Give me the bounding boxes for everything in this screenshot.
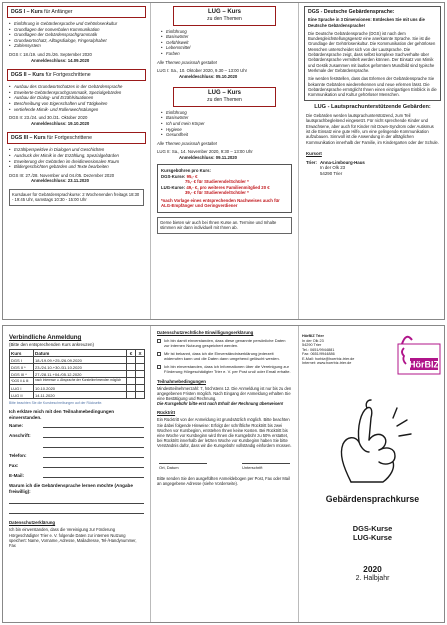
privacy-title: Datenschutzerklärung: [9, 520, 56, 526]
dgs1-header: [7, 6, 146, 18]
dgs-info-intro: Eine Sprache in 3 Dimensionen: Entdecken Sie mit uns die Deutsche Gebärdensprache!: [308, 17, 425, 28]
hand-sign-icon: [321, 396, 425, 488]
field-label: Name:: [9, 423, 24, 429]
lug2-dates: [157, 149, 292, 160]
name-input[interactable]: [43, 423, 144, 428]
dgs-info-paragraph: Die Deutsche Gebärdensprache (DGS) ist nach dem Bundesgleichstellungsgesetz eine anerkannte Sprache. Sie ist die Grundlage der Gehörlosenkultur. Die Kommunikation der gehörlosen Menschen unterscheidet sich von der Lautsprache. Die Gebärdensprache zeigt, dass selbst komplexe Sachverhalte über Gebärdensprache vermittelt werden können. Der Einsatz von Mimik und Gestik zusammen mit lautlos geformtem Mundbild sind typische Merkmale der Gebärdensprache.: [308, 30, 436, 73]
dgs1-topics: [9, 21, 146, 49]
list-item: • Zahlensystem: [9, 43, 146, 49]
dgs1-dates: [9, 52, 144, 63]
dgs3-dates: [9, 173, 144, 184]
price-cell[interactable]: [127, 357, 136, 364]
course-name: LUG I: [11, 385, 22, 391]
cover-column: [299, 326, 446, 622]
list-item: • Bildergeschichten gebärden und Texte bearbeiten: [9, 164, 146, 170]
email-field: [9, 473, 144, 478]
checkbox[interactable]: [157, 339, 161, 343]
phone-input[interactable]: [43, 453, 144, 458]
fax-input[interactable]: [43, 463, 144, 468]
kursort-label: Kursort: [306, 150, 322, 156]
terms-consent: Ich erkläre mich mit den Teilnahmebedingungen einverstanden.: [9, 409, 115, 420]
custom-course-note: Gerne bieten wir auch bei Ihnen Kurse an. Termine und Inhalte stimmen wir dann individuell mit Ihnen ab.: [157, 217, 292, 234]
lug2-note: Alle Themen praxisnah gestaltet: [157, 140, 217, 146]
withdrawal-title: Rücktritt: [157, 410, 176, 416]
table-note: Bitte beachten Sie die Kursbeschreibungen auf der Rückseite.: [9, 401, 103, 405]
consent-item[interactable]: [157, 351, 292, 361]
list-item: • Lebensmittel: [161, 45, 294, 51]
list-item: • Grundlagen der nonverbalen Kommunikation: [9, 27, 146, 33]
cover-subtitle: [299, 524, 446, 543]
dates-label: DGS III:: [9, 172, 25, 178]
dgs1-subtitle: für Anfänger: [44, 9, 73, 15]
price-value: 95,- €: [186, 173, 198, 179]
list-item: • vertiefende Mimik- und Rollenwechsälungen: [9, 107, 146, 113]
table-header: X: [136, 350, 145, 357]
zip: 54290 Trier: [319, 171, 343, 177]
checkbox-cell[interactable]: [136, 385, 145, 392]
motivation-line[interactable]: [9, 499, 144, 504]
cover-lug: LUG-Kurse: [352, 533, 392, 543]
info-column: [299, 3, 446, 319]
dgs2-header: [7, 69, 146, 81]
lug1-subtitle: zu den Themen: [207, 15, 242, 22]
field-label: Fax:: [9, 463, 19, 469]
list-item: • Hygiene: [161, 127, 294, 133]
signature-field[interactable]: Unterschrift: [242, 463, 290, 470]
dates-label: LUG II:: [157, 149, 171, 155]
dgs-info-box: [304, 6, 441, 101]
price-reduced: 75,- € für Studierende/Schüler *: [185, 179, 249, 185]
list-item: • Grundwortschatz, Alltagsdialoge, Fingeralphabet: [9, 38, 146, 44]
table-row: [10, 392, 145, 399]
course-name: DGS III: [11, 371, 25, 377]
table-header: Kurs: [10, 350, 34, 357]
cover-title: Gebärdensprachkurse: [325, 494, 420, 504]
checkbox-cell[interactable]: [136, 364, 145, 371]
field-label: Anschrift:: [9, 433, 31, 439]
phone-field: [9, 453, 144, 458]
field-label: Telefon:: [9, 453, 27, 459]
privacy-text: Ich bin einverstanden, dass die Vereinigung zur Förderung Hörgeschädigter Trier e. V. folgende Daten zur internen Nutzung speichert: Name, Vorname, Adresse, Mailadresse, Tel-/Handynummer, Fax: [9, 527, 137, 548]
deadline: Anmeldeschluss: 09.11.2020: [179, 154, 238, 160]
checkbox-cell[interactable]: [136, 371, 145, 378]
lug1-topics: [161, 29, 294, 57]
list-item: • Beschreibung von Eigenschaften und Tätigkeiten: [9, 101, 146, 107]
consent-item[interactable]: [157, 338, 292, 348]
table-row: [10, 364, 145, 371]
list-item: • Einführung: [161, 29, 294, 35]
dgs2-topics: [9, 84, 146, 112]
table-header: €: [127, 350, 136, 357]
price-box: [157, 164, 292, 213]
org-line: HörBIZ Trier: [302, 334, 324, 338]
lug-info-title: LUG - Lautsprachunterstützende Gebärden:: [314, 104, 431, 111]
kursort-address: [306, 160, 368, 177]
deadline: Anmeldeschluss: 05.10.2020: [179, 73, 238, 79]
course-name: LUG II: [11, 392, 23, 398]
consent-text: Ich bin einverstanden, dass ich Informationen über die Vereinigung zur Förderung Hörgeschädigter Trier e. V. per Post und/ oder Email erhalte.: [164, 364, 291, 375]
list-item: • Grundlagen der Gebärdensprachgrammatik: [9, 32, 146, 38]
address-field: [9, 433, 144, 438]
course-name: DGS I: [11, 357, 22, 363]
org-header: [302, 330, 442, 390]
dgs2-dates: [9, 115, 144, 126]
list-item: • Ich und mein Körper: [161, 121, 294, 127]
lug-info-text: Die Gebärden werden lautsprachunterstützend, zum Teil lautsprachbegleitend eingesetzt. Für nicht sprechende Kinder und Erwachsene, aber auch für Kinder mit Down-Syndrom oder Autismus ist die Einsatz eine gute Hilfe, um eine gelingende Kommunikation aufzubauen. Sinnvoll ist die Anwendung in der alltäglichen Kommunikation innerhalb der Familie, im Kindergarten oder der Schule.: [306, 113, 439, 145]
flyer-front: [2, 2, 445, 320]
field-label: E-Mail:: [9, 473, 25, 479]
course-table: [9, 349, 145, 399]
course-date: 10.10.2020: [34, 385, 127, 392]
lug2-subtitle: zu den Themen: [207, 96, 242, 103]
conditions-title: Teilnahmebedingungen: [157, 378, 206, 384]
consent-text: Ich bin damit einverstanden, dass diese genannte persönliche Daten zur internen Nutzung gespeichert werden.: [164, 338, 286, 349]
price-title: Kursgebühren pro Kurs:: [161, 168, 211, 174]
dgs2-title: DGS II – Kurs: [11, 72, 45, 79]
course-date: 18./19.09.+25./26.09.2020: [34, 357, 127, 364]
dates-label: LUG I:: [157, 67, 170, 73]
price-footnote: *nach Vorlage eines entsprechenden Nachweises auch für ALG-Empfänger und Geringverdiener: [161, 197, 280, 209]
lug2-title: LUG – Kurs: [207, 90, 241, 97]
conditions-text: Mindestteilnehmerzahl: 7, höchstens 12. Die Anmeldung ist nur bis zu den angegebenen Fristen möglich. Nach Eingang der Anmeldung erhalten Sie eine Bestätigung und Rechnung.: [157, 385, 292, 401]
checkbox-cell[interactable]: [136, 357, 145, 364]
course-name: DGS II: [11, 364, 24, 370]
org-line: Internet: www.hoerbiz-trier.de: [302, 361, 352, 365]
dates-value: 23./24. und 30./31. Oktober 2020: [24, 115, 88, 121]
signature-row: [159, 463, 290, 470]
cover-year-block: [299, 564, 446, 584]
name-field: [9, 423, 144, 428]
list-item: • Ausbau des Grundwortschatzes in der Gebärdensprache: [9, 84, 146, 90]
hoerbiz-logo-icon: [396, 330, 442, 380]
list-item: • Einführung: [161, 110, 294, 116]
list-item: • Gesundheit: [161, 132, 294, 138]
checkbox-cell[interactable]: [136, 378, 145, 385]
lug1-title: LUG – Kurs: [207, 9, 241, 15]
list-item: • Einführung in Gebärdensprache und Gehörlosenkultur: [9, 21, 146, 27]
list-item: • Ausbau der Dialog- und Erzählsituationen: [9, 95, 146, 101]
logo-text: HörBIZ: [409, 359, 439, 370]
conditions-payment-note: Die Kursgebühr bitte erst nach Erhalt der Rechnung überweisen!: [157, 401, 284, 407]
course-mark: *: [25, 371, 27, 377]
cover-dgs: DGS-Kurse: [352, 524, 393, 533]
kursort: [306, 151, 439, 177]
motivation-line[interactable]: [9, 509, 144, 514]
dates-label: DGS I:: [9, 51, 22, 57]
price-cell[interactable]: [127, 392, 136, 399]
list-item: • Basiswörter: [161, 115, 294, 121]
dgs-info-title: DGS - Deutsche Gebärdensprache:: [308, 9, 395, 15]
registration-subtitle: (Bitte den entsprechenden Kurs ankreuzen): [9, 342, 94, 347]
registration-column: [3, 326, 151, 622]
list-item: • Gefühlswelt: [161, 40, 294, 46]
registration-title: Verbindliche Anmeldung: [9, 334, 82, 341]
checkbox-cell[interactable]: [136, 392, 145, 399]
lug1-note: Alle Themen praxisnah gestaltet: [157, 59, 217, 65]
org-line: Tel.: 0651/9944881: [302, 347, 335, 352]
lug2-topics: [161, 110, 294, 138]
lug1-dates: [157, 68, 292, 79]
checkbox[interactable]: [157, 365, 161, 369]
org-line: 54290 Trier: [302, 343, 322, 347]
place-date-field[interactable]: Ort, Datum: [159, 463, 207, 470]
address-field-2: [9, 443, 144, 448]
place: Anna-Limbourg-Haus: [319, 159, 365, 165]
course-date: 23./24.10.+30./31.10.2020: [34, 364, 127, 371]
checkbox[interactable]: [157, 352, 161, 356]
consent-title: Datenschutzrechtliche Einwilligungserklärung: [157, 330, 254, 335]
course-date: 14.11.2020: [34, 392, 127, 399]
price-cell[interactable]: [127, 385, 136, 392]
lug-column: [151, 3, 299, 319]
course-mark: *: [24, 364, 26, 370]
lug2-header: [173, 87, 276, 107]
course-date: nach Interesse u. Absprache der Kursteilnehmenden möglich: [34, 378, 127, 385]
dates-value: 27./28. November und 04./05. Dezember 2020: [25, 172, 115, 178]
deadline: Anmeldeschluss: 14.09.2020: [31, 57, 90, 63]
price-reduced: 39,- € für Studierende/Schüler *: [185, 190, 249, 196]
list-item: • Erzählperspektive in Dialogen und Geschichten: [9, 147, 146, 153]
dgs-info-paragraph: Sie werden feststellen, dass das Erlernen der Gebärdensprache Sie bekannte Gebärden wiedererkennen und neue erlernen lässt. Die Gebärdensprache ermöglicht Ihnen einen einzigartigen Einblick in die Kommunikation und Kultur gehörloser Menschen.: [308, 76, 437, 98]
org-line: Fax: 0651/9944886: [302, 352, 335, 356]
table-row: [10, 357, 145, 364]
dates-value: 18./19. und 25./26. September 2020: [23, 51, 92, 57]
list-item: • Erweiterte Gebärdensprachgrammatik, Spezialgebärden: [9, 90, 146, 96]
dgs3-subtitle: für Fortgeschrittene: [47, 135, 93, 142]
table-row: [10, 385, 145, 392]
list-item: • Erweiterung der Gebärden im dreidimensionalen Raum: [9, 159, 146, 165]
city: Trier:: [306, 159, 317, 165]
send-instructions: Bitte senden Sie den ausgefüllten Anmeldebogen per Post, Fax oder Mail an angegebene Adresse (siehe Vorderseite).: [157, 475, 290, 486]
dgs-column: [3, 3, 151, 319]
deadline: Anmeldeschluss: 23.11.2020: [31, 178, 90, 184]
dates-value: Sa., 14. November 2020, 9:30 – 13:00 Uhr: [171, 149, 253, 155]
address-input-2[interactable]: [43, 443, 144, 448]
course-duration-note: Kursdauer für Gebärdensprachkurse: 2 Wochenenden freitags 18:30 - 19:45 Uhr, samstags 10:30 - 15:00 Uhr: [9, 189, 144, 206]
list-item: • Farben: [161, 51, 294, 57]
motivation-question: Warum ich die Gebärdensprache lernen möchte (Angabe freiwillig):: [9, 483, 133, 494]
cover-half-year: 2. Halbjahr: [355, 575, 390, 582]
org-address: [302, 334, 354, 366]
dgs3-topics: [9, 147, 146, 169]
price-label: LUG-Kurse:: [161, 184, 186, 190]
org-line: E-Mail: horbiz@hoerbiz-trier.de: [302, 356, 355, 361]
price-cell[interactable]: [127, 371, 136, 378]
withdrawal-text: Ein Rücktritt von der Anmeldung ist grundsätzlich möglich. Bitte beachten Sie dabei folgende Hinweise: Erfolgt der schriftliche Rücktritt bis zwei Wochen vor Kursbeginn, entstehen Ihnen keine Kosten. Bei Rücktritt bis eine Woche vor Kursbeginn wird Ihnen die Kursgebühr zu 50% erstattet, bei Rücktritt innerhalb der letzten Woche vor Kursbeginn haben Sie bitte Verständnis dafür, dass wir die Kursgebühr vollständig einfordern müssen.: [157, 417, 292, 449]
table-row: [10, 371, 145, 378]
table-row: [10, 378, 145, 385]
conditions-column: [151, 326, 299, 622]
deadline: Anmeldeschluss: 19.10.2020: [31, 120, 90, 126]
email-input[interactable]: [43, 473, 144, 478]
flyer-back: [2, 325, 445, 623]
list-item: • Basiswörter: [161, 34, 294, 40]
price-label: DGS-Kurse:: [161, 173, 186, 179]
price-value: 49,- €, pro weiteres Familienmitglied 20 €: [186, 184, 270, 190]
fax-field: [9, 463, 144, 468]
dates-value: Sa., 10. Oktober 2020, 9.30 – 13:00 Uhr: [170, 67, 248, 73]
price-cell[interactable]: [127, 364, 136, 371]
dgs3-header: [7, 132, 146, 144]
org-line: In der Olk 23: [302, 338, 324, 343]
dates-label: DGS II:: [9, 115, 24, 121]
consent-text: Mir ist bekannt, dass ich die Einverständniserklärung jederzeit widerrufen kann und die Daten dann umgehend gelöscht werden.: [164, 351, 280, 362]
dgs3-title: DGS III – Kurs: [11, 135, 46, 142]
dgs1-title: DGS I – Kurs: [11, 9, 43, 15]
list-item: • Ausdruck der Mimik in der Erzählung, Spezialgebärden: [9, 153, 146, 159]
course-date: 27./28.11.+04./05.12.2020: [34, 371, 127, 378]
dgs2-subtitle: für Fortgeschrittene: [45, 72, 91, 79]
cover-year: 2020: [363, 564, 382, 574]
lug1-header: [173, 6, 276, 26]
course-name: *DGS II & III: [11, 379, 29, 383]
table-header: Datum: [34, 350, 127, 357]
consent-item[interactable]: [157, 364, 292, 374]
address-input[interactable]: [43, 433, 144, 438]
price-cell[interactable]: [127, 378, 136, 385]
street: In der Olk 23: [319, 165, 346, 171]
